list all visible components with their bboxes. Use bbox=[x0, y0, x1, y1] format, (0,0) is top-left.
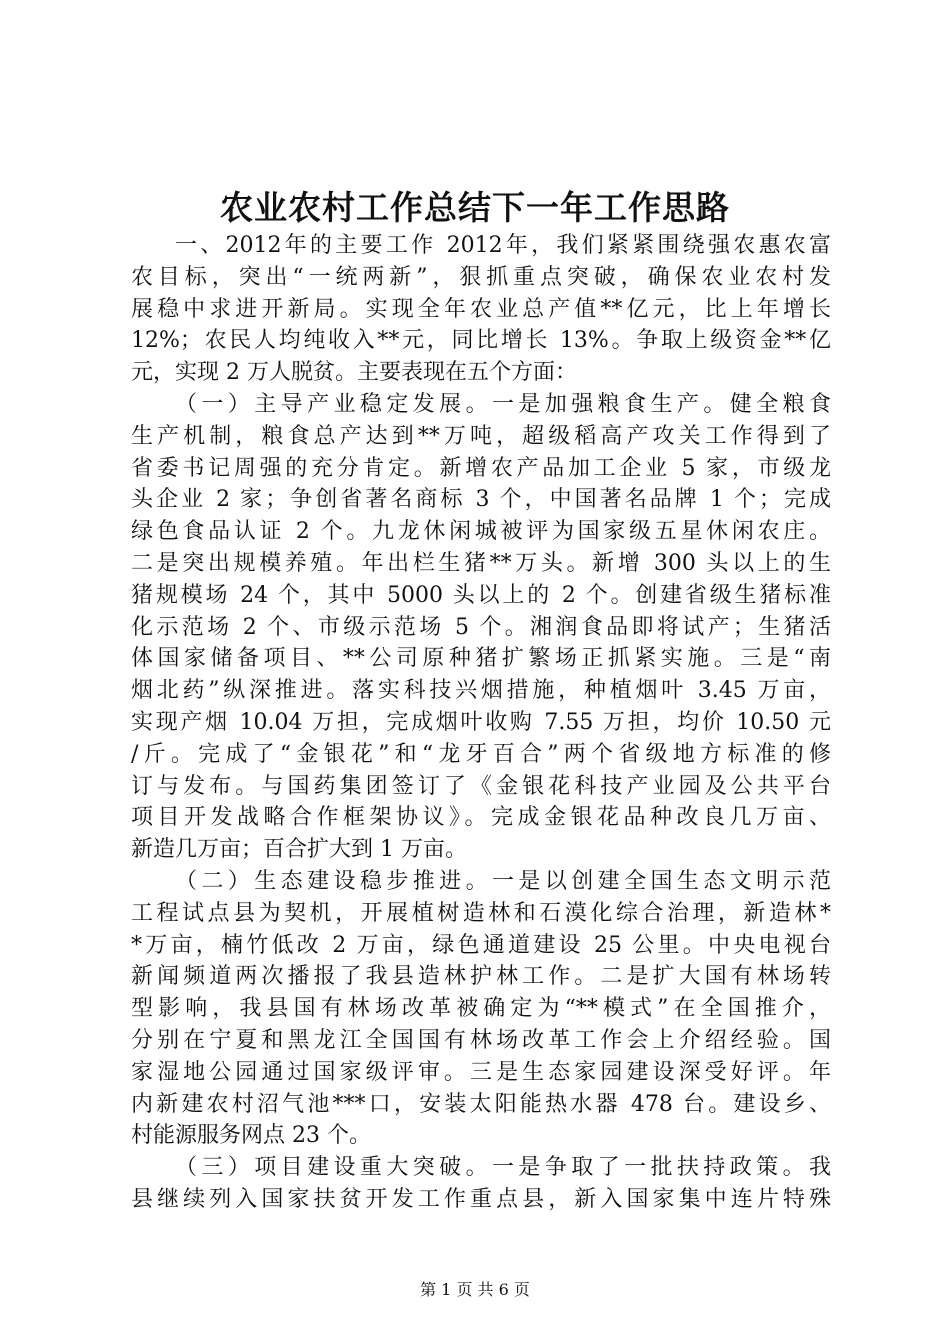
text-line: /斤。完成了“金银花”和“龙牙百合”两个省级地方标准的修 bbox=[131, 741, 831, 767]
text-line: 内新建农村沼气池***口，安装太阳能热水器 478 台。建设乡、 bbox=[131, 1091, 831, 1117]
text-line: 新闻频道两次播报了我县造林护林工作。二是扩大国有林场转 bbox=[131, 964, 831, 990]
text-line: 分别在宁夏和黑龙江全国国有林场改革工作会上介绍经验。国 bbox=[131, 1027, 831, 1053]
document-title: 农业农村工作总结下一年工作思路 bbox=[220, 188, 730, 227]
text-line: 展稳中求进开新局。实现全年农业总产值**亿元，比上年增长 bbox=[131, 296, 831, 322]
text-line: 生产机制，粮食总产达到**万吨，超级稻高产攻关工作得到了 bbox=[131, 423, 831, 449]
text-line: 绿色食品认证 2 个。九龙休闲城被评为国家级五星休闲农庄。 bbox=[131, 519, 831, 545]
text-line: 猪规模场 24 个，其中 5000 头以上的 2 个。创建省级生猪标准 bbox=[131, 582, 831, 608]
text-line: 农目标，突出“一统两新”，狠抓重点突破，确保农业农村发 bbox=[131, 264, 831, 290]
page-number: 第 1 页 共 6 页 bbox=[420, 1280, 530, 1299]
text-line: 体国家储备项目、**公司原种猪扩繁场正抓紧实施。三是“南 bbox=[131, 646, 831, 672]
text-line: 实现产烟 10.04 万担，完成烟叶收购 7.55 万担，均价 10.50 元 bbox=[131, 709, 831, 735]
text-line: 烟北药”纵深推进。落实科技兴烟措施，种植烟叶 3.45 万亩， bbox=[131, 678, 831, 704]
text-line: 省委书记周强的充分肯定。新增农产品加工企业 5 家，市级龙 bbox=[131, 455, 831, 481]
text-line: 项目开发战略合作框架协议》。完成金银花品种改良几万亩、 bbox=[131, 805, 831, 831]
text-line: 头企业 2 家；争创省著名商标 3 个，中国著名品牌 1 个；完成 bbox=[131, 487, 831, 513]
text-line: 新造几万亩；百合扩大到 1 万亩。 bbox=[131, 837, 467, 863]
text-line: 一、2012年的主要工作 2012年，我们紧紧围绕强农惠农富 bbox=[175, 233, 831, 258]
text-line: 县继续列入国家扶贫开发工作重点县，新入国家集中连片特殊 bbox=[131, 1186, 831, 1212]
document-body bbox=[131, 230, 831, 1216]
text-line: 化示范场 2 个、市级示范场 5 个。湘润食品即将试产；生猪活 bbox=[131, 614, 831, 640]
text-line: 元，实现 2 万人脱贫。主要表现在五个方面： bbox=[131, 360, 577, 386]
text-line: *万亩，楠竹低改 2 万亩，绿色通道建设 25 公里。中央电视台 bbox=[131, 932, 831, 958]
text-line: 二是突出规模养殖。年出栏生猪**万头。新增 300 头以上的生 bbox=[131, 550, 831, 576]
text-line: （一）主导产业稳定发展。一是加强粮食生产。健全粮食 bbox=[175, 391, 831, 417]
text-line: 家湿地公园通过国家级评审。三是生态家园建设深受好评。年 bbox=[131, 1059, 831, 1085]
text-line: （三）项目建设重大突破。一是争取了一批扶持政策。我 bbox=[175, 1155, 831, 1181]
text-line: 型影响，我县国有林场改革被确定为“**模式”在全国推介， bbox=[131, 996, 831, 1022]
text-line: 12%；农民人均纯收入**元，同比增长 13%。争取上级资金**亿 bbox=[131, 328, 831, 354]
text-line: 村能源服务网点 23 个。 bbox=[131, 1123, 371, 1149]
text-line: 工程试点县为契机，开展植树造林和石漠化综合治理，新造林* bbox=[131, 900, 831, 926]
text-line: 订与发布。与国药集团签订了《金银花科技产业园及公共平台 bbox=[131, 773, 831, 799]
text-line: （二）生态建设稳步推进。一是以创建全国生态文明示范 bbox=[175, 868, 831, 894]
